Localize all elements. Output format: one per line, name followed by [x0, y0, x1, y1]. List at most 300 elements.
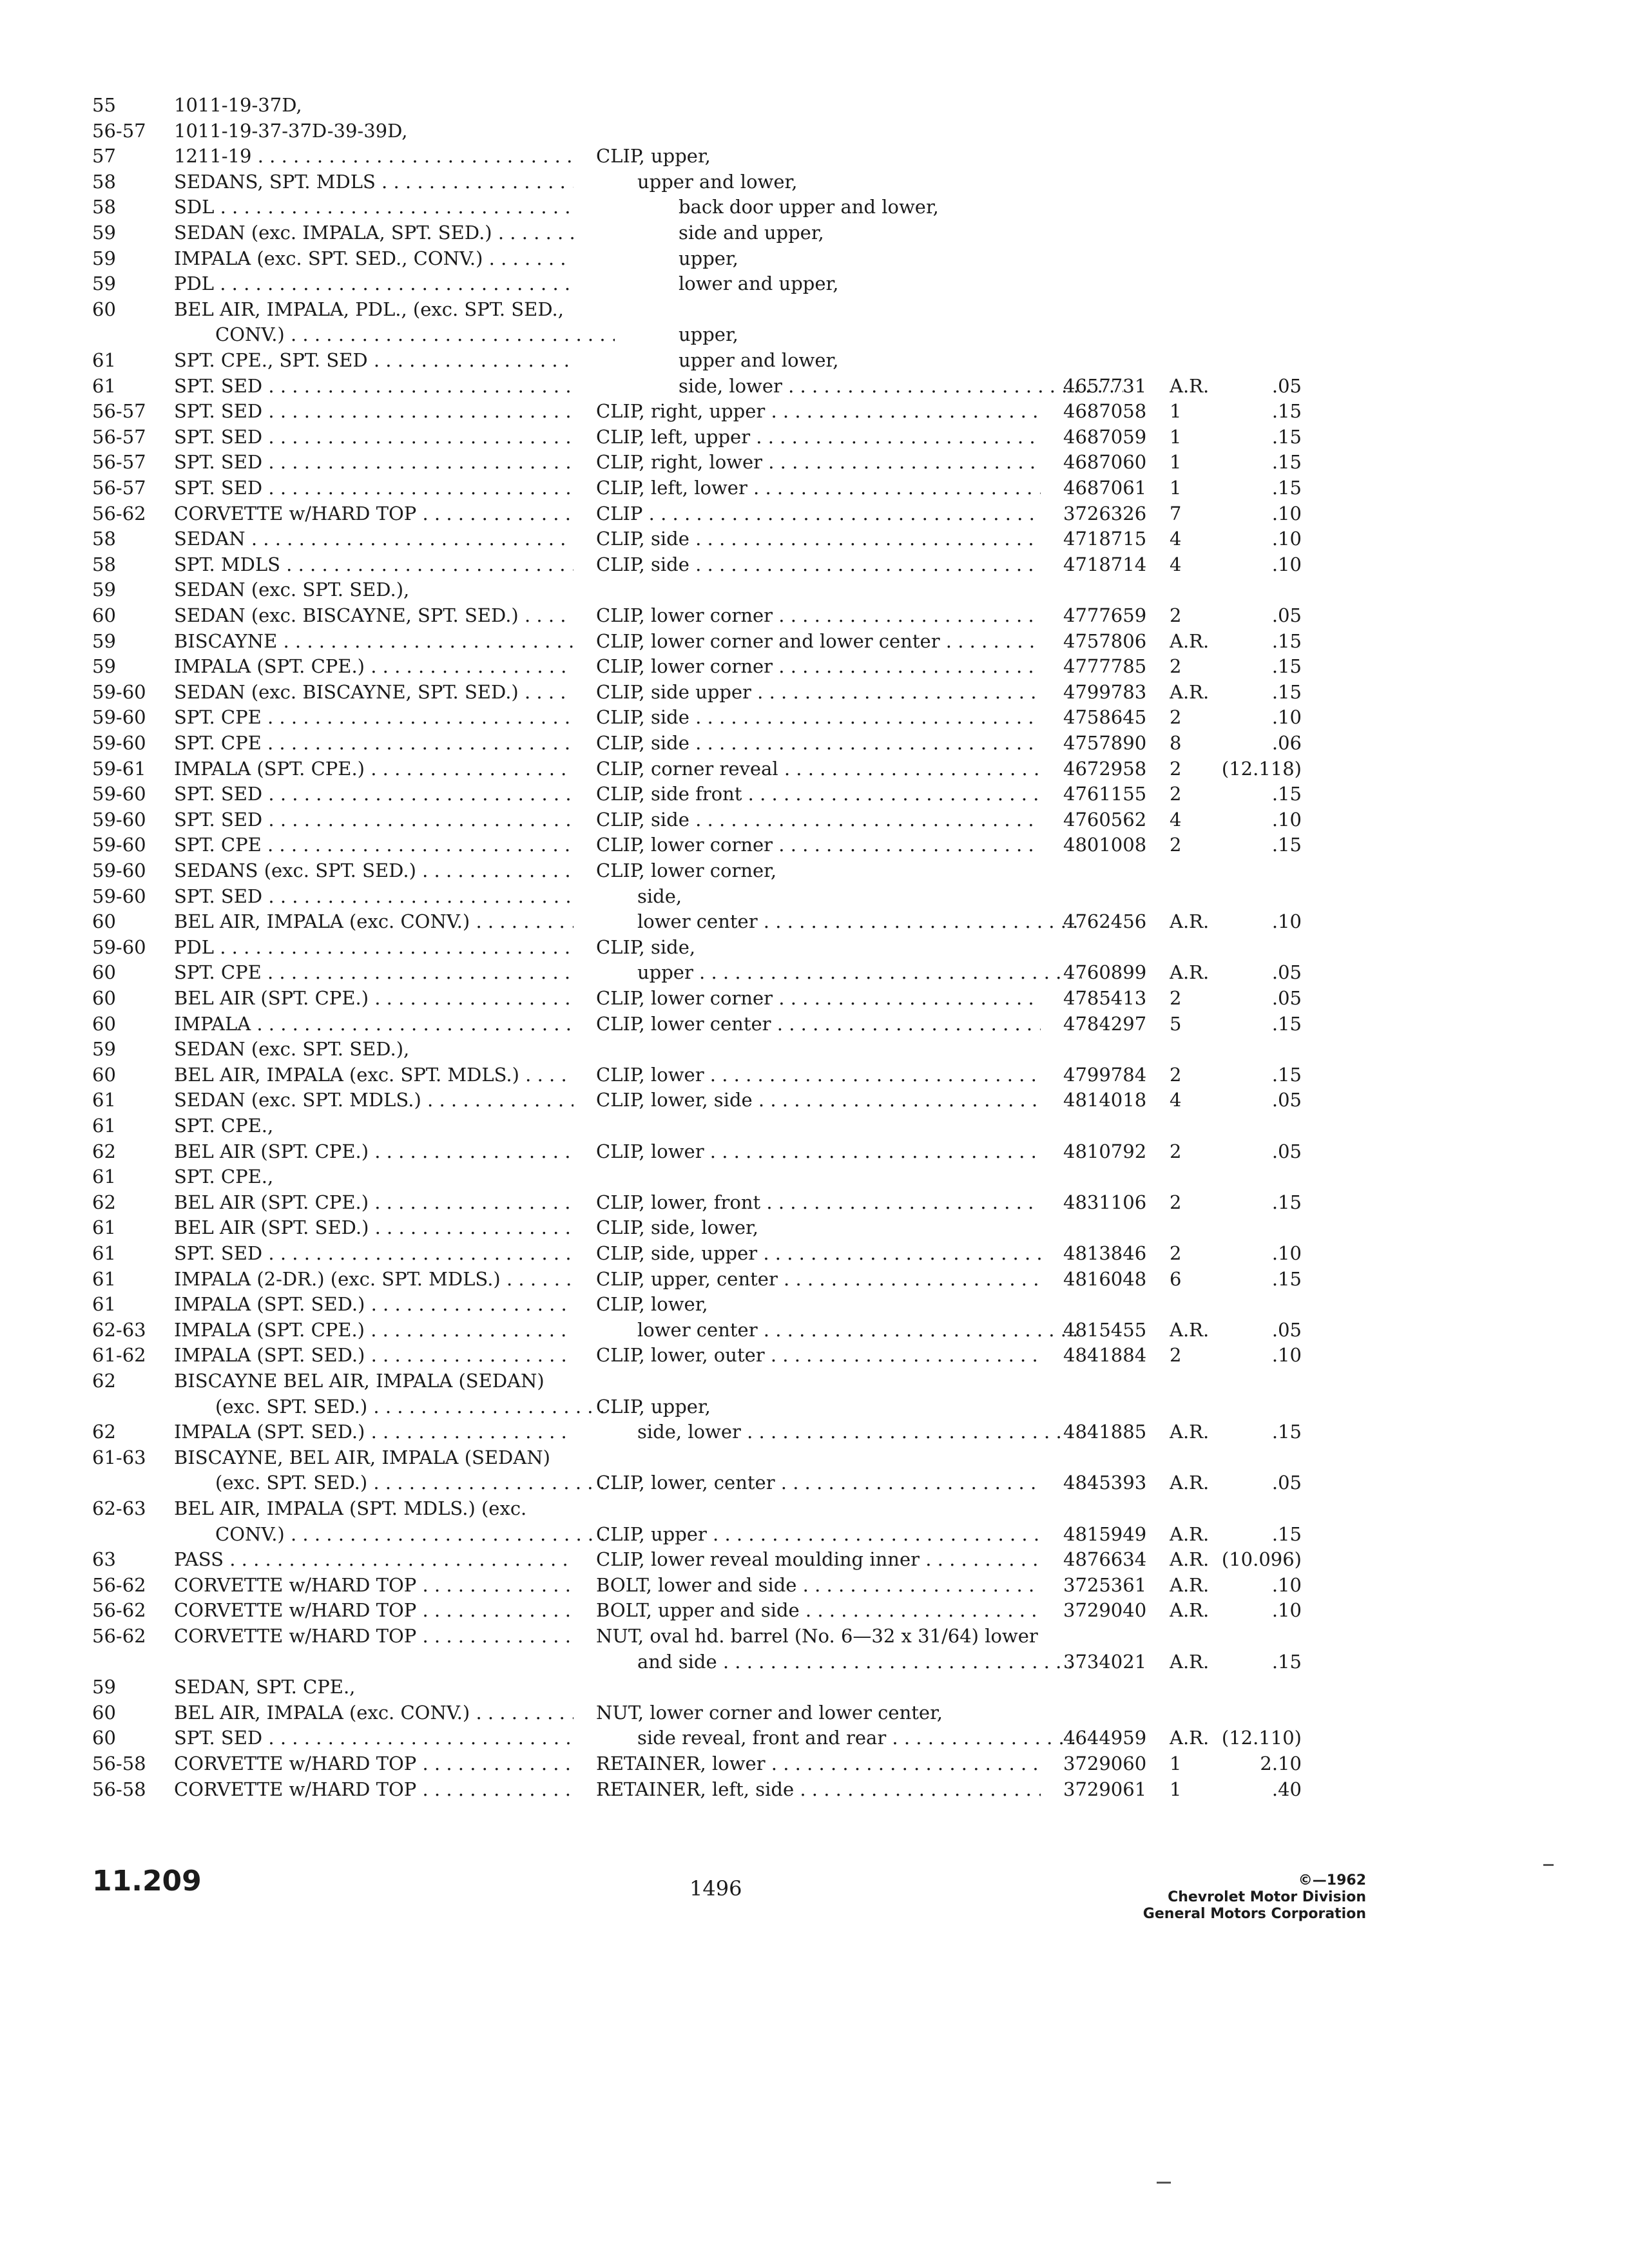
model-cell: CONV.) . . . — [174, 1521, 615, 1547]
model-cell: BEL AIR, IMPALA (SPT. MDLS.) (exc. — [174, 1497, 527, 1519]
table-row — [0, 883, 1629, 909]
description-cell: side reveal, front and rear . . . — [596, 1725, 1082, 1751]
table-row — [0, 347, 1629, 373]
year-cell: 61 — [92, 1216, 116, 1239]
table-row — [0, 194, 1629, 220]
model-cell: BEL AIR, IMPALA (exc. SPT. MDLS.) . . . — [174, 1062, 574, 1088]
description-cell: BOLT, lower and side . . . — [596, 1572, 1041, 1598]
description-cell: upper, — [679, 323, 738, 346]
part-number-cell: 4758645 — [1063, 706, 1147, 729]
table-row — [0, 807, 1629, 832]
model-cell: IMPALA (SPT. SED.) . . . — [174, 1419, 574, 1445]
year-cell: 56-57 — [92, 425, 146, 448]
quantity-cell: A.R. — [1170, 1523, 1210, 1545]
description-cell: CLIP, upper, — [596, 145, 711, 168]
model-cell: SEDAN . . . — [174, 526, 574, 552]
price-cell: .10 — [1271, 808, 1302, 831]
price-cell: .15 — [1271, 1523, 1302, 1545]
model-cell: BEL AIR (SPT. CPE.) . . . — [174, 1139, 574, 1164]
description-cell: CLIP, left, lower . . . — [596, 475, 1041, 501]
description-cell: CLIP, upper . . . — [596, 1521, 1041, 1547]
table-row — [0, 1036, 1629, 1062]
table-row — [0, 781, 1629, 807]
description-cell: CLIP, upper, — [596, 1395, 711, 1418]
table-row — [0, 1139, 1629, 1164]
quantity-cell: A.R. — [1170, 961, 1210, 984]
table-row — [0, 92, 1629, 118]
year-cell: 62 — [92, 1421, 116, 1443]
page-number: 1496 — [689, 1876, 742, 1901]
description-cell: CLIP, lower corner . . . — [596, 602, 1041, 628]
part-number-cell: 4757806 — [1063, 629, 1147, 652]
year-cell: 59 — [92, 1676, 116, 1698]
model-cell: IMPALA (SPT. CPE.) . . . — [174, 1317, 574, 1343]
description-cell: CLIP, side . . . — [596, 704, 1041, 730]
part-number-cell: 4657731 — [1063, 374, 1147, 397]
description-cell: CLIP, lower center . . . — [596, 1011, 1041, 1037]
part-number-cell: 4762456 — [1063, 910, 1147, 933]
model-cell: SEDAN, SPT. CPE., — [174, 1676, 356, 1698]
description-cell: CLIP, lower . . . — [596, 1139, 1041, 1164]
price-cell: .15 — [1271, 834, 1302, 856]
description-cell: CLIP, side . . . — [596, 552, 1041, 577]
price-cell: .05 — [1271, 987, 1302, 1009]
quantity-cell: 2 — [1170, 1063, 1182, 1086]
table-row — [0, 704, 1629, 730]
part-number-cell: 4687058 — [1063, 400, 1147, 423]
description-cell: lower center . . . — [596, 1317, 1082, 1343]
year-cell: 59-60 — [92, 860, 146, 881]
table-row — [0, 832, 1629, 858]
quantity-cell: 1 — [1170, 1753, 1182, 1774]
year-cell: 59-60 — [92, 808, 146, 831]
table-row — [0, 908, 1629, 934]
model-cell: (exc. SPT. SED.) . . . — [174, 1470, 615, 1495]
year-cell: 59-61 — [92, 757, 146, 780]
year-cell: 56-57 — [92, 451, 146, 474]
description-cell: BOLT, upper and side . . . — [596, 1597, 1041, 1623]
model-cell: CORVETTE w/HARD TOP . . . — [174, 501, 574, 526]
year-cell: 58 — [92, 170, 116, 193]
year-cell: 59 — [92, 273, 116, 295]
model-cell: SPT. CPE., SPT. SED . . . — [174, 347, 574, 373]
description-cell: CLIP, corner reveal . . . — [596, 756, 1041, 782]
year-cell: 59 — [92, 579, 116, 601]
quantity-cell: 2 — [1170, 604, 1182, 626]
year-cell: 60 — [92, 1063, 116, 1086]
table-row — [0, 1623, 1629, 1649]
price-cell: .10 — [1271, 1599, 1302, 1622]
quantity-cell: 1 — [1170, 425, 1182, 448]
price-cell: .15 — [1271, 1650, 1302, 1673]
year-cell: 60 — [92, 987, 116, 1009]
year-cell: 60 — [92, 961, 116, 984]
quantity-cell: 4 — [1170, 528, 1182, 550]
model-cell: CORVETTE w/HARD TOP . . . — [174, 1623, 574, 1649]
table-row — [0, 1495, 1629, 1521]
table-row — [0, 1445, 1629, 1470]
description-cell: CLIP, lower, front . . . — [596, 1189, 1041, 1215]
description-cell: NUT, lower corner and lower center, — [596, 1701, 943, 1724]
table-row — [0, 1342, 1629, 1368]
year-cell: 61 — [92, 374, 116, 397]
description-cell: side and upper, — [679, 222, 824, 244]
table-row — [0, 628, 1629, 654]
description-cell: upper and lower, — [637, 170, 798, 193]
description-cell: CLIP, lower, outer . . . — [596, 1342, 1041, 1368]
model-cell: IMPALA (2-DR.) (exc. SPT. MDLS.) . . . — [174, 1266, 574, 1292]
model-cell: SPT. SED . . . — [174, 1240, 574, 1266]
price-cell: .05 — [1271, 1472, 1302, 1494]
part-number-cell: 4672958 — [1063, 757, 1147, 780]
model-cell: SPT. CPE . . . — [174, 832, 574, 858]
description-cell: side, — [637, 885, 682, 907]
table-row — [0, 1266, 1629, 1292]
part-number-cell: 4815455 — [1063, 1318, 1147, 1341]
table-row — [0, 577, 1629, 602]
table-row — [0, 1291, 1629, 1317]
table-row — [0, 1189, 1629, 1215]
part-number-cell: 3726326 — [1063, 502, 1147, 524]
price-cell: (12.110) — [1221, 1727, 1302, 1749]
table-row — [0, 1597, 1629, 1623]
table-row — [0, 653, 1629, 679]
table-row — [0, 424, 1629, 450]
price-cell: .10 — [1271, 1573, 1302, 1596]
table-row — [0, 1240, 1629, 1266]
price-cell: .10 — [1271, 528, 1302, 550]
year-cell: 56-62 — [92, 1625, 146, 1647]
table-row — [0, 143, 1629, 169]
year-cell: 59-60 — [92, 885, 146, 907]
year-cell: 62 — [92, 1140, 116, 1162]
quantity-cell: 1 — [1170, 1778, 1182, 1800]
price-cell: .15 — [1271, 1267, 1302, 1290]
table-row — [0, 322, 1629, 347]
model-cell: SPT. SED . . . — [174, 807, 574, 832]
year-cell: 56-62 — [92, 502, 146, 524]
description-cell: and side . . . — [596, 1649, 1082, 1675]
description-cell: CLIP, lower, side . . . — [596, 1087, 1041, 1113]
part-number-cell: 4815949 — [1063, 1523, 1147, 1545]
description-cell: RETAINER, left, side . . . — [596, 1776, 1041, 1802]
table-row — [0, 1011, 1629, 1037]
part-number-cell: 4810792 — [1063, 1140, 1147, 1162]
part-number-cell: 4845393 — [1063, 1472, 1147, 1494]
description-cell: CLIP, right, lower . . . — [596, 449, 1041, 475]
year-cell: 60 — [92, 1012, 116, 1035]
description-cell: CLIP, side, upper . . . — [596, 1240, 1041, 1266]
price-cell: .05 — [1271, 1140, 1302, 1162]
quantity-cell: 8 — [1170, 732, 1182, 754]
year-cell: 56-57 — [92, 400, 146, 423]
quantity-cell: 1 — [1170, 400, 1182, 423]
description-cell: CLIP, side, lower, — [596, 1216, 758, 1239]
price-cell: .15 — [1271, 680, 1302, 703]
part-number-cell: 4718714 — [1063, 553, 1147, 575]
model-cell: 1011-19-37D, — [174, 94, 302, 116]
part-number-cell: 4784297 — [1063, 1012, 1147, 1035]
description-cell: side, lower . . . — [596, 1419, 1082, 1445]
part-number-cell: 4816048 — [1063, 1267, 1147, 1290]
year-cell: 60 — [92, 1727, 116, 1749]
table-row — [0, 1419, 1629, 1445]
year-cell: 60 — [92, 910, 116, 933]
part-number-cell: 4687061 — [1063, 477, 1147, 499]
description-cell: CLIP, right, upper . . . — [596, 398, 1041, 424]
year-cell: 59 — [92, 1038, 116, 1061]
description-cell: CLIP, side . . . — [596, 526, 1041, 552]
year-cell: 58 — [92, 553, 116, 575]
price-cell: .15 — [1271, 1191, 1302, 1213]
year-cell: 63 — [92, 1548, 116, 1571]
table-row — [0, 1725, 1629, 1751]
model-cell: SDL . . . — [174, 194, 574, 220]
year-cell: 58 — [92, 196, 116, 218]
description-cell: CLIP, lower corner . . . — [596, 832, 1041, 858]
price-cell: .15 — [1271, 629, 1302, 652]
table-row — [0, 1521, 1629, 1547]
table-row — [0, 296, 1629, 322]
quantity-cell: 2 — [1170, 1242, 1182, 1264]
table-row — [0, 756, 1629, 782]
price-cell: .05 — [1271, 374, 1302, 397]
table-row — [0, 602, 1629, 628]
quantity-cell: 2 — [1170, 655, 1182, 678]
part-number-cell: 4760899 — [1063, 961, 1147, 984]
table-row — [0, 985, 1629, 1011]
year-cell: 62 — [92, 1191, 116, 1213]
quantity-cell: A.R. — [1170, 680, 1210, 703]
part-number-cell: 4718715 — [1063, 528, 1147, 550]
table-row — [0, 526, 1629, 552]
description-cell: CLIP, upper, center . . . — [596, 1266, 1041, 1292]
table-row — [0, 1470, 1629, 1495]
print-speck — [1157, 2182, 1171, 2184]
year-cell: 59-60 — [92, 936, 146, 958]
description-cell: CLIP, lower reveal moulding inner . . . — [596, 1546, 1041, 1572]
table-row — [0, 475, 1629, 501]
price-cell: .15 — [1271, 425, 1302, 448]
year-cell: 59 — [92, 629, 116, 652]
table-row — [0, 1368, 1629, 1394]
part-number-cell: 4777785 — [1063, 655, 1147, 678]
year-cell: 59-60 — [92, 783, 146, 805]
year-cell: 56-58 — [92, 1753, 146, 1774]
description-cell: CLIP, lower, — [596, 1293, 708, 1316]
table-row — [0, 118, 1629, 144]
quantity-cell: 5 — [1170, 1012, 1182, 1035]
price-cell: (10.096) — [1221, 1548, 1302, 1571]
table-row — [0, 220, 1629, 245]
quantity-cell: 2 — [1170, 1344, 1182, 1367]
model-cell: BEL AIR (SPT. CPE.) . . . — [174, 985, 574, 1011]
quantity-cell: A.R. — [1170, 1573, 1210, 1596]
part-number-cell: 4785413 — [1063, 987, 1147, 1009]
quantity-cell: A.R. — [1170, 910, 1210, 933]
year-cell: 62-63 — [92, 1318, 146, 1341]
model-cell: BEL AIR (SPT. CPE.) . . . — [174, 1189, 574, 1215]
model-cell: IMPALA (exc. SPT. SED., CONV.) . . . — [174, 245, 574, 271]
table-row — [0, 1164, 1629, 1189]
quantity-cell: A.R. — [1170, 1421, 1210, 1443]
description-cell: CLIP, side upper . . . — [596, 679, 1041, 705]
part-number-cell: 4799784 — [1063, 1063, 1147, 1086]
part-number-cell: 3729060 — [1063, 1753, 1147, 1774]
table-row — [0, 552, 1629, 577]
model-cell: BISCAYNE BEL AIR, IMPALA (SEDAN) — [174, 1370, 545, 1392]
price-cell: .15 — [1271, 477, 1302, 499]
model-cell: CONV.) . . . — [174, 322, 615, 347]
table-row — [0, 373, 1629, 399]
table-row — [0, 449, 1629, 475]
price-cell: .10 — [1271, 1242, 1302, 1264]
price-cell: .05 — [1271, 604, 1302, 626]
year-cell: 55 — [92, 94, 116, 116]
part-number-cell: 3734021 — [1063, 1650, 1147, 1673]
description-cell: CLIP, lower, center . . . — [596, 1470, 1041, 1495]
model-cell: BEL AIR, IMPALA, PDL., (exc. SPT. SED., — [174, 298, 564, 320]
model-cell: SPT. SED . . . — [174, 781, 574, 807]
model-cell: 1211-19 . . . — [174, 143, 574, 169]
part-number-cell: 4876634 — [1063, 1548, 1147, 1571]
table-row — [0, 959, 1629, 985]
price-cell: .10 — [1271, 1344, 1302, 1367]
model-cell: PDL . . . — [174, 271, 574, 296]
model-cell: SEDAN (exc. SPT. SED.), — [174, 579, 410, 601]
description-cell: side, lower . . . — [596, 373, 1123, 399]
description-cell: lower and upper, — [679, 273, 839, 295]
copyright-year: ©—1962 — [1298, 1872, 1366, 1888]
year-cell: 56-62 — [92, 1599, 146, 1622]
description-cell: CLIP, side front . . . — [596, 781, 1041, 807]
year-cell: 61-62 — [92, 1344, 146, 1367]
year-cell: 59 — [92, 247, 116, 269]
table-row — [0, 169, 1629, 195]
model-cell: SEDAN (exc. SPT. MDLS.) . . . — [174, 1087, 574, 1113]
year-cell: 56-57 — [92, 119, 146, 142]
table-row — [0, 1062, 1629, 1088]
model-cell: BISCAYNE, BEL AIR, IMPALA (SEDAN) — [174, 1446, 550, 1468]
quantity-cell: A.R. — [1170, 1548, 1210, 1571]
year-cell: 62-63 — [92, 1497, 146, 1519]
quantity-cell: 1 — [1170, 477, 1182, 499]
price-cell: .10 — [1271, 706, 1302, 729]
year-cell: 61 — [92, 1166, 116, 1188]
model-cell: BEL AIR, IMPALA (exc. CONV.) . . . — [174, 1700, 574, 1725]
model-cell: PDL . . . — [174, 934, 574, 960]
quantity-cell: 7 — [1170, 502, 1182, 524]
model-cell: SPT. MDLS . . . — [174, 552, 574, 577]
table-row — [0, 271, 1629, 296]
year-cell: 60 — [92, 604, 116, 626]
description-cell: CLIP, left, upper . . . — [596, 424, 1041, 450]
model-cell: 1011-19-37-37D-39-39D, — [174, 119, 408, 142]
table-row — [0, 1649, 1629, 1675]
price-cell: .10 — [1271, 910, 1302, 933]
table-row — [0, 1674, 1629, 1700]
model-cell: SPT. SED . . . — [174, 424, 574, 450]
table-row — [0, 858, 1629, 883]
quantity-cell: 2 — [1170, 757, 1182, 780]
part-number-cell: 4760562 — [1063, 808, 1147, 831]
quantity-cell: 6 — [1170, 1267, 1182, 1290]
quantity-cell: 2 — [1170, 783, 1182, 805]
model-cell: SEDAN (exc. IMPALA, SPT. SED.) . . . — [174, 220, 574, 245]
copyright-block — [1095, 1872, 1366, 1923]
description-cell: CLIP, lower corner . . . — [596, 985, 1041, 1011]
description-cell: RETAINER, lower . . . — [596, 1751, 1041, 1776]
price-cell: .10 — [1271, 502, 1302, 524]
model-cell: SPT. CPE., — [174, 1166, 274, 1188]
model-cell: SPT. SED . . . — [174, 449, 574, 475]
price-cell: .10 — [1271, 553, 1302, 575]
table-row — [0, 934, 1629, 960]
description-cell: CLIP, lower corner . . . — [596, 653, 1041, 679]
table-row — [0, 245, 1629, 271]
year-cell: 60 — [92, 298, 116, 320]
print-speck — [1543, 1864, 1554, 1866]
description-cell: upper, — [679, 247, 738, 269]
part-number-cell: 3729061 — [1063, 1778, 1147, 1800]
model-cell: SPT. CPE . . . — [174, 704, 574, 730]
model-cell: SEDAN (exc. SPT. SED.), — [174, 1038, 410, 1061]
model-cell: BEL AIR (SPT. SED.) . . . — [174, 1215, 574, 1240]
copyright-division: Chevrolet Motor Division — [1168, 1889, 1366, 1905]
part-number-cell: 4841885 — [1063, 1421, 1147, 1443]
model-cell: SPT. SED . . . — [174, 883, 574, 909]
model-cell: PASS . . . — [174, 1546, 574, 1572]
price-cell: .15 — [1271, 1063, 1302, 1086]
part-number-cell: 4777659 — [1063, 604, 1147, 626]
price-cell: (12.118) — [1221, 757, 1302, 780]
quantity-cell: 2 — [1170, 706, 1182, 729]
table-row — [0, 1700, 1629, 1725]
table-row — [0, 1317, 1629, 1343]
year-cell: 61 — [92, 349, 116, 371]
description-cell: CLIP, lower . . . — [596, 1062, 1041, 1088]
part-number-cell: 4814018 — [1063, 1089, 1147, 1111]
model-cell: SPT. CPE . . . — [174, 959, 574, 985]
year-cell: 57 — [92, 145, 116, 168]
quantity-cell: 4 — [1170, 553, 1182, 575]
year-cell: 59 — [92, 222, 116, 244]
table-row — [0, 1572, 1629, 1598]
description-cell: back door upper and lower, — [679, 196, 939, 218]
year-cell: 61 — [92, 1267, 116, 1290]
quantity-cell: 2 — [1170, 1140, 1182, 1162]
model-cell: CORVETTE w/HARD TOP . . . — [174, 1751, 574, 1776]
model-cell: SPT. SED . . . — [174, 475, 574, 501]
copyright-corporation: General Motors Corporation — [1142, 1906, 1366, 1922]
description-cell: CLIP . . . — [596, 501, 1041, 526]
part-number-cell: 4841884 — [1063, 1344, 1147, 1367]
model-cell: SEDAN (exc. BISCAYNE, SPT. SED.) . . . — [174, 679, 574, 705]
model-cell: SEDANS (exc. SPT. SED.) . . . — [174, 858, 574, 883]
year-cell: 61 — [92, 1242, 116, 1264]
part-number-cell: 4687060 — [1063, 451, 1147, 474]
part-number-cell: 3729040 — [1063, 1599, 1147, 1622]
year-cell: 61 — [92, 1115, 116, 1137]
model-cell: SEDANS, SPT. MDLS . . . — [174, 169, 574, 195]
price-cell: .40 — [1271, 1778, 1302, 1800]
model-cell: BISCAYNE . . . — [174, 628, 574, 654]
table-row — [0, 1546, 1629, 1572]
year-cell: 60 — [92, 1701, 116, 1724]
quantity-cell: 2 — [1170, 1191, 1182, 1213]
quantity-cell: A.R. — [1170, 1472, 1210, 1494]
table-row — [0, 1751, 1629, 1776]
